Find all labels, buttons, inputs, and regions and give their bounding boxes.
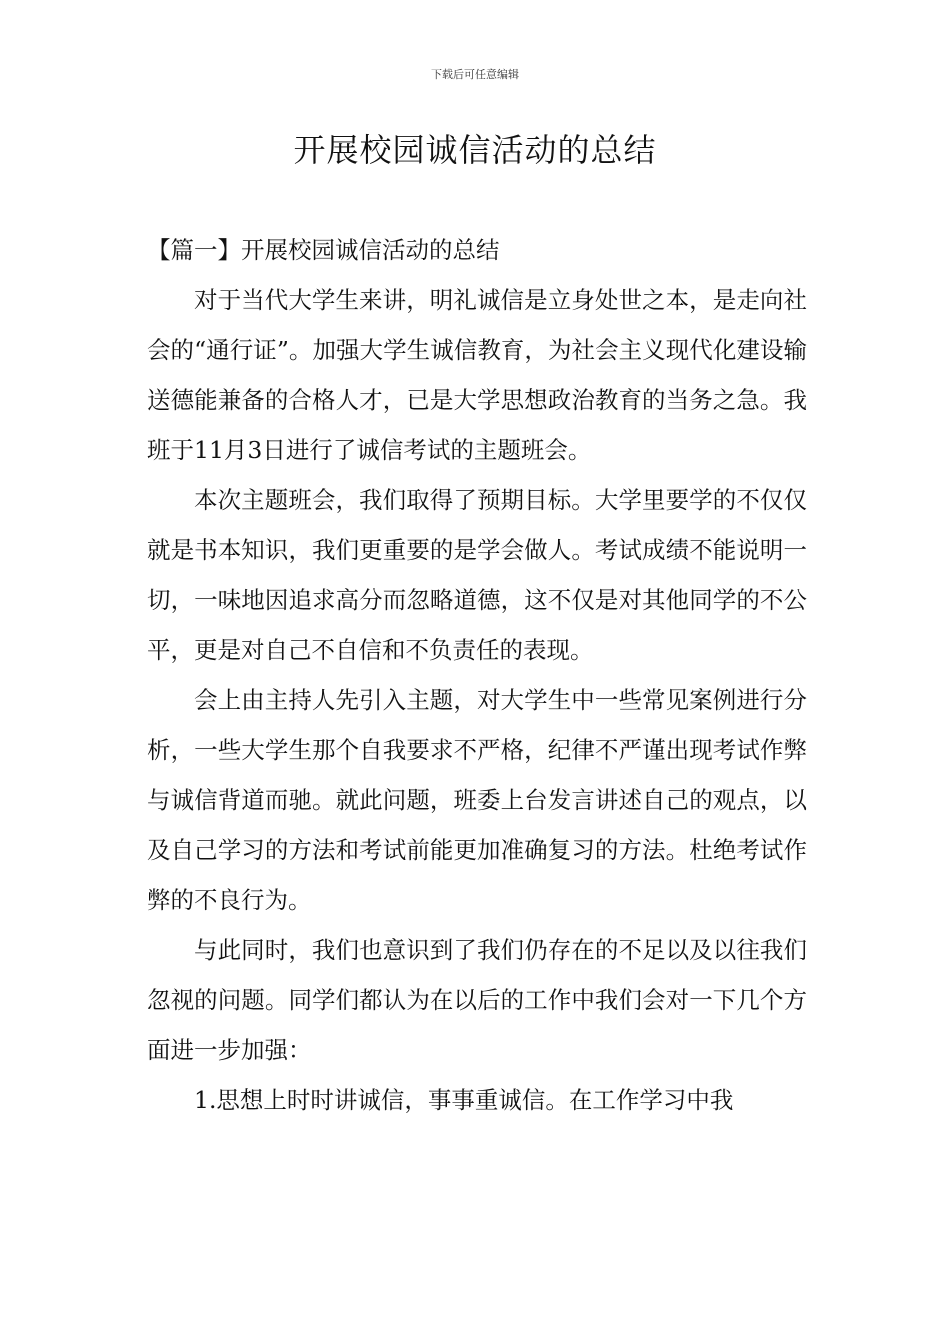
- document-title: 开展校园诚信活动的总结: [293, 131, 657, 169]
- paragraph-4: 与此同时，我们也意识到了我们仍存在的不足以及以往我们忽视的问题。同学们都认为在以后的工作中我们会对一下几个方面进一步加强：: [147, 936, 807, 1064]
- section-heading: 【篇一】开展校园诚信活动的总结: [147, 236, 500, 264]
- header-note: 下载后可任意编辑: [431, 68, 519, 81]
- paragraph-5: 1.思想上时时讲诚信，事事重诚信。在工作学习中我: [194, 1086, 734, 1114]
- document-body: [147, 225, 807, 1125]
- paragraph-2: 本次主题班会，我们取得了预期目标。大学里要学的不仅仅就是书本知识，我们更重要的是学会做人。考试成绩不能说明一切，一味地因追求高分而忽略道德，这不仅是对其他同学的不公平，更是对自己不自信和不负责任的表现。: [147, 486, 807, 664]
- paragraph-1: 对于当代大学生来讲，明礼诚信是立身处世之本，是走向社会的“通行证”。加强大学生诚信教育，为社会主义现代化建设输送德能兼备的合格人才，已是大学思想政治教育的当务之急。我班于11月3日进行了诚信考试的主题班会。: [147, 286, 807, 464]
- paragraph-3: 会上由主持人先引入主题，对大学生中一些常见案例进行分析，一些大学生那个自我要求不严格，纪律不严谨出现考试作弊与诚信背道而驰。就此问题，班委上台发言讲述自己的观点，以及自己学习的方法和考试前能更加准确复习的方法。杜绝考试作弊的不良行为。: [147, 686, 807, 914]
